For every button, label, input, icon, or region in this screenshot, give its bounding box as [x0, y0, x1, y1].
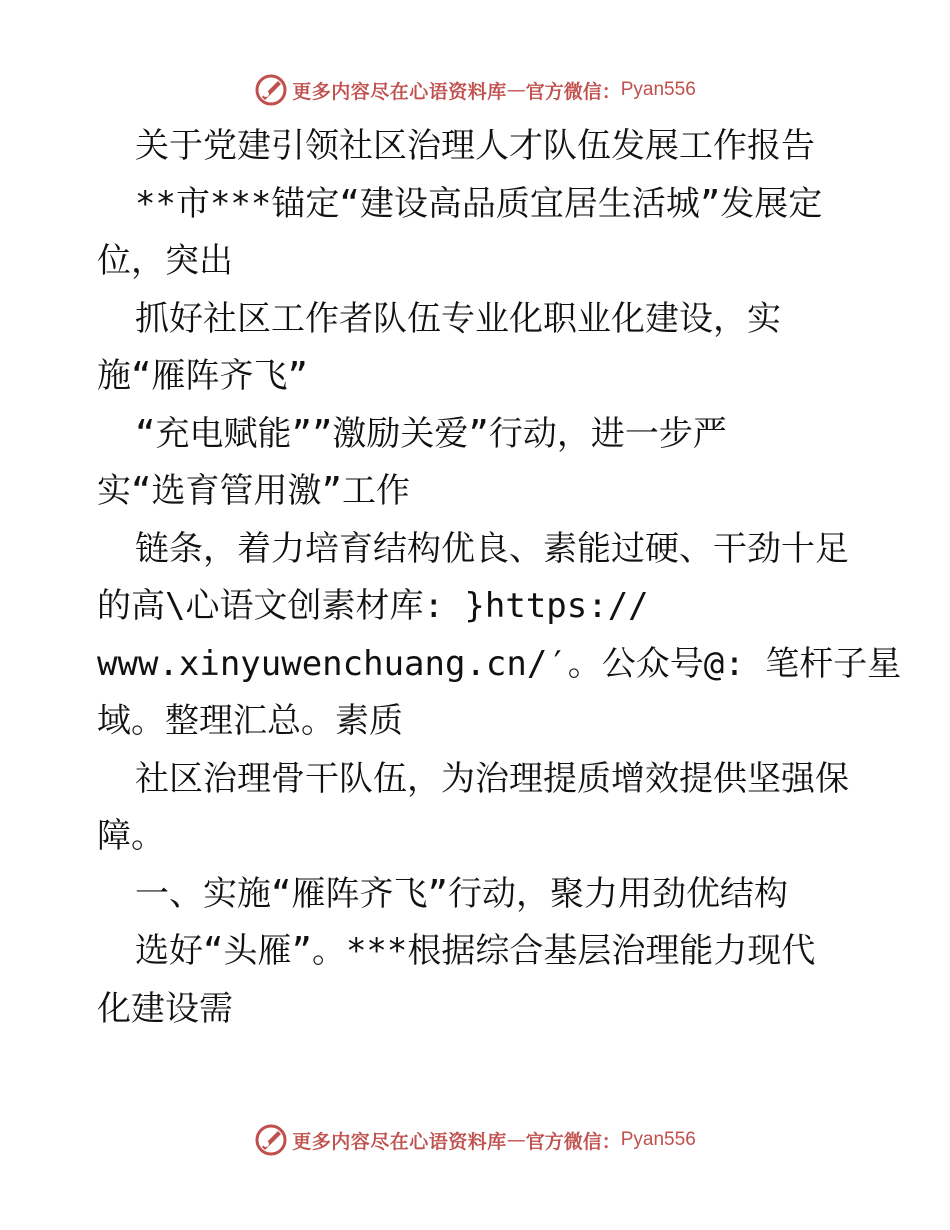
brand-logo-icon [254, 73, 288, 107]
document-line: “充电赋能””激励关爱”行动，进一步严 [135, 413, 727, 454]
document-line: 化建设需 [97, 988, 233, 1029]
document-line: **市***锚定“建设高品质宜居生活城”发展定 [135, 183, 823, 224]
document-line: 选好“头雁”。***根据综合基层治理能力现代 [135, 931, 816, 971]
footer-watermark [0, 1120, 950, 1160]
wechat-id: Pyan556 [620, 1129, 696, 1150]
document-line: 抓好社区工作者队伍专业化职业化建设，实 [135, 298, 781, 339]
document-line: 域。整理汇总。素质 [97, 701, 403, 741]
document-body [97, 118, 902, 1038]
brand-text: 更多内容尽在心语资料库 [292, 1130, 507, 1153]
document-line: 位，突出 [97, 241, 233, 281]
header-watermark [0, 70, 950, 110]
document-line: 施“雁阵齐飞” [97, 356, 308, 396]
brand-logo-icon [254, 1123, 288, 1157]
separator: — [506, 1129, 526, 1151]
document-line: 社区治理骨干队伍，为治理提质增效提供坚强保 [135, 758, 849, 799]
document-line: 一、实施“雁阵齐飞”行动，聚力用劲优结构 [135, 873, 788, 914]
document-line: 实“选育管用激”工作 [97, 471, 410, 511]
wechat-label: 官方微信： [525, 1130, 621, 1153]
document-line: 障。 [97, 816, 165, 856]
wechat-id: Pyan556 [620, 79, 696, 100]
brand-text: 更多内容尽在心语资料库 [292, 80, 507, 103]
separator: — [506, 79, 526, 101]
document-line: 链条，着力培育结构优良、素能过硬、干劲十足 [135, 528, 849, 569]
document-line: 的高\心语文创素材库: }https:// [97, 586, 649, 626]
document-line: 关于党建引领社区治理人才队伍发展工作报告 [135, 126, 815, 166]
document-line: www.xinyuwenchuang.cn/′。公众号@: 笔杆子星 [97, 643, 902, 684]
wechat-label: 官方微信： [525, 80, 621, 103]
